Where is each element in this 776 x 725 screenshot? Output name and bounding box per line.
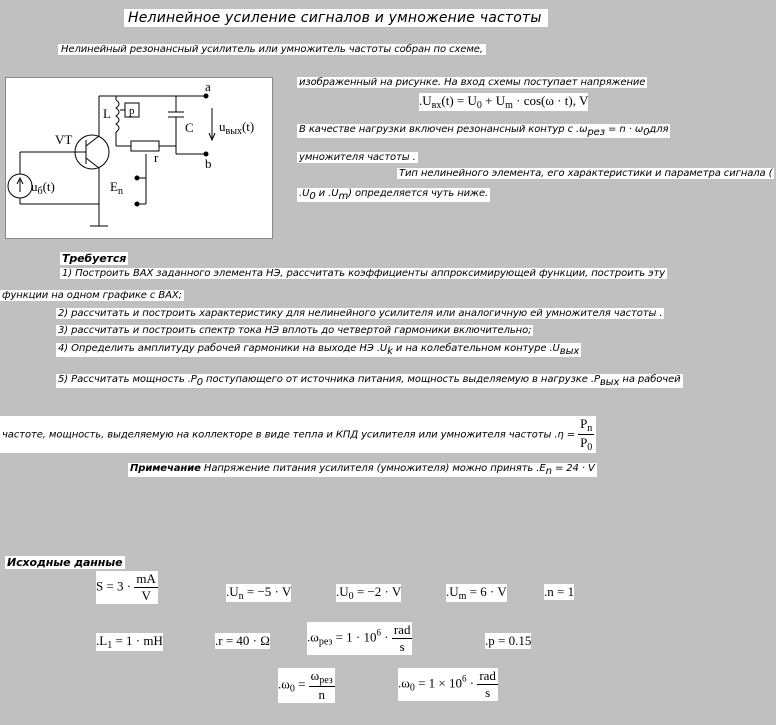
intro-text: Нелинейный резонансный усилитель или умножитель частоты собран по схеме,: [58, 44, 486, 55]
page-title: Нелинейное усиление сигналов и умножение частоты: [124, 9, 548, 27]
capacitor-label: C: [185, 120, 194, 135]
input-voltage-formula: $.U_{вх}(t) = U_0 + U_m \cdot \cos(\omega \cdot t)$, V: [419, 93, 589, 111]
terminal-b-label: b: [205, 156, 212, 171]
description-line-2: В качестве нагрузки включен резонансный контур с .ωрез = n · ω0для: [299, 124, 669, 138]
param-r: .r = 40 · Ω: [215, 633, 270, 648]
required-item-4: 4) Определить амплитуду рабочей гармоники на выходе НЭ .Uk и на колебательном контуре .Uвых: [58, 343, 580, 357]
transistor-label: VT: [55, 132, 73, 147]
note-label: Примечание: [130, 463, 201, 474]
description-line-3: умножителя частоты .: [299, 152, 416, 163]
required-item-5: 5) Рассчитать мощность .P0 поступающего от источника питания, мощность выделяемую в нагрузке .Pвых на рабочей: [58, 374, 681, 388]
circuit-diagram: [5, 77, 273, 239]
efficiency-fraction: $\frac{P_n}{P_0}$: [580, 416, 593, 453]
required-item-3: 3) рассчитать и построить спектр тока НЭ вплоть до четвертой гармоники включительно;: [58, 325, 532, 336]
terminal-a-label: a: [205, 79, 211, 94]
tap-label: p: [129, 105, 135, 117]
inductor-label: L: [103, 106, 111, 121]
param-Um: $.U_m = 6 \cdot V$: [446, 584, 507, 602]
param-n: .n = 1: [544, 584, 575, 599]
supply-label: $E_n$: [110, 179, 123, 197]
description-line-4: Тип нелинейного элемента, его характеристики и параметра сигнала (: [399, 168, 773, 179]
param-w0-formula: $.\omega_0$ = $\frac{\omega_{рез}}{n}$: [278, 668, 333, 702]
required-item-1a: 1) Построить ВАХ заданного элемента НЭ, рассчитать коэффициенты аппроксимирующей функции, построить эту: [62, 268, 666, 279]
required-item-1b: функции на одном графике с ВАХ;: [2, 290, 182, 301]
param-L1: $.L_1 = 1$ · mH: [96, 633, 163, 651]
param-S: S = 3 · $\frac{mA}{V}$: [96, 571, 156, 603]
required-item-6: частоте, мощность, выделяемую на коллекторе в виде тепла и КПД усилителя или умножителя частоты .η = $\frac{P_n}{P_0}$: [0, 416, 596, 453]
param-w0-value: $.\omega_0 = 1 \times 10^6$ · $\frac{\text{rad}}{s}$: [398, 668, 496, 700]
circuit-schematic: [6, 78, 272, 238]
note-line: Примечание Напряжение питания усилителя (умножителя) можно принять .En = 24 · V: [130, 463, 595, 477]
required-item-2: 2) рассчитать и построить характеристику для нелинейного усилителя или аналогичную ей умножителя частоты .: [58, 308, 663, 319]
param-p: .p = 0.15: [485, 633, 532, 648]
param-w-rez: $.\omega_{рез} = 1 \cdot 10^6$ · $\frac{\text{rad}}{s}$: [307, 622, 411, 654]
source-heading: Исходные данные: [7, 556, 123, 569]
input-voltage-label: $u_б(t)$: [31, 179, 55, 197]
param-U0: $.U_0 = -2 \cdot V$: [336, 584, 402, 602]
output-voltage-label: $u_{вых}(t)$: [219, 119, 255, 137]
description-line-1: изображенный на рисунке. На вход схемы поступает напряжение: [299, 77, 646, 88]
resistor-label: r: [154, 150, 159, 165]
required-heading: Требуется: [62, 252, 127, 265]
param-Un: $.U_n = -5 \cdot V$: [226, 584, 292, 602]
description-line-5: .U0 и .Um) определяется чуть ниже.: [299, 188, 489, 202]
